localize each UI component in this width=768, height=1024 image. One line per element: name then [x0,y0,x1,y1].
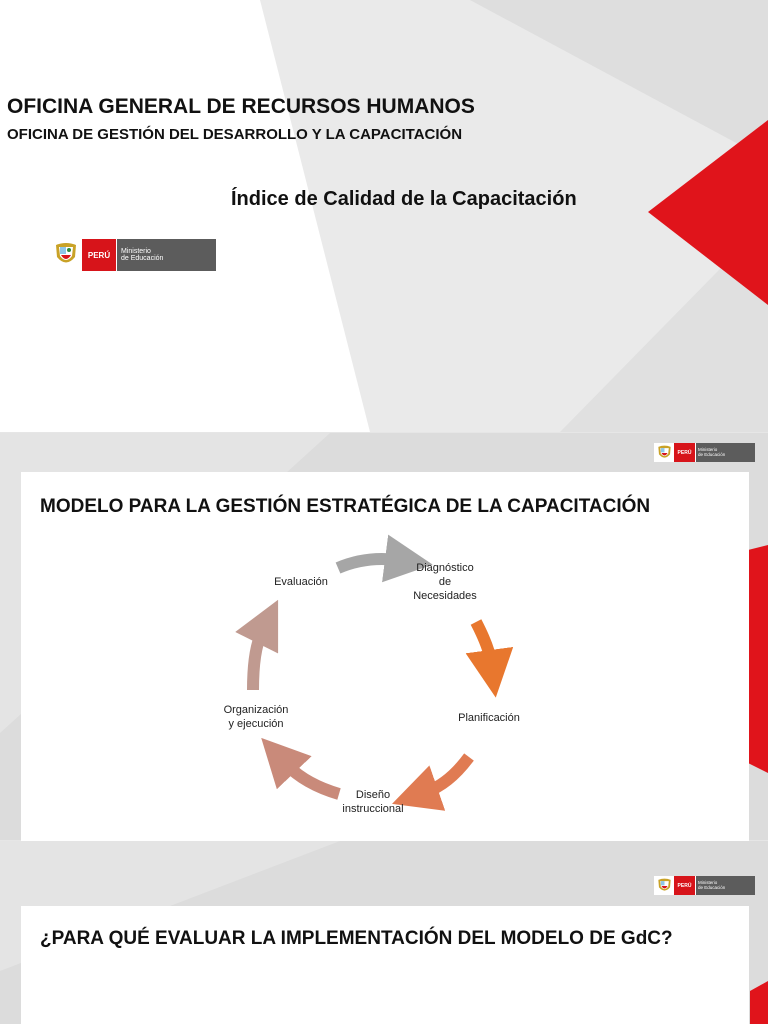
slide-background-shapes [0,0,768,432]
red-edge-accent [748,545,768,773]
cycle-diagram [21,472,749,842]
peru-label: PERÚ [82,239,116,271]
ministry-line1: Ministerio [121,247,151,255]
ministry-line1: Ministerio [698,879,718,885]
stage-diseno: Diseño instruccional [342,789,404,815]
red-edge-accent [750,981,768,1024]
ministry-line2: de Educación [121,255,164,262]
question-title: ¿PARA QUÉ EVALUAR LA IMPLEMENTACIÓN DEL MODELO DE GdC? [40,928,673,949]
arrow-diagnostico-to-planificacion [476,622,491,662]
arrow-organizacion-to-evaluacion [253,632,262,690]
stage-diagnostico: Diagnóstico de Necesidades [413,562,477,602]
ministry-line1: Ministerio [698,446,718,452]
coat-of-arms-icon [654,443,674,462]
coat-of-arms-icon [654,876,674,895]
ministry-label [695,876,755,895]
peru-label: PERÚ [674,876,695,895]
presentation-title: Índice de Calidad de la Capacitación [231,188,577,210]
peru-label: PERÚ [674,443,695,462]
ministry-line2: de Educación [698,884,726,890]
ministry-line2: de Educación [698,451,726,457]
stage-evaluacion: Evaluación [274,576,328,588]
model-content-card [21,472,749,842]
office-subtitle: OFICINA DE GESTIÓN DEL DESARROLLO Y LA CAPACITACIÓN [7,126,463,143]
ministry-label [695,443,755,462]
office-title: OFICINA GENERAL DE RECURSOS HUMANOS [7,95,475,118]
arrow-planificacion-to-diseno [426,757,469,792]
ministry-logo-small [654,443,755,462]
coat-of-arms-icon [50,239,82,271]
ministry-label [116,239,216,271]
title-slide [0,0,768,432]
ministry-logo [50,239,216,271]
stage-organizacion: Organización y ejecución [223,704,289,730]
ministry-logo-small [654,876,755,895]
stage-planificacion: Planificación [458,712,520,724]
model-title: MODELO PARA LA GESTIÓN ESTRATÉGICA DE LA CAPACITACIÓN [40,496,651,517]
question-content-card [21,906,749,1024]
